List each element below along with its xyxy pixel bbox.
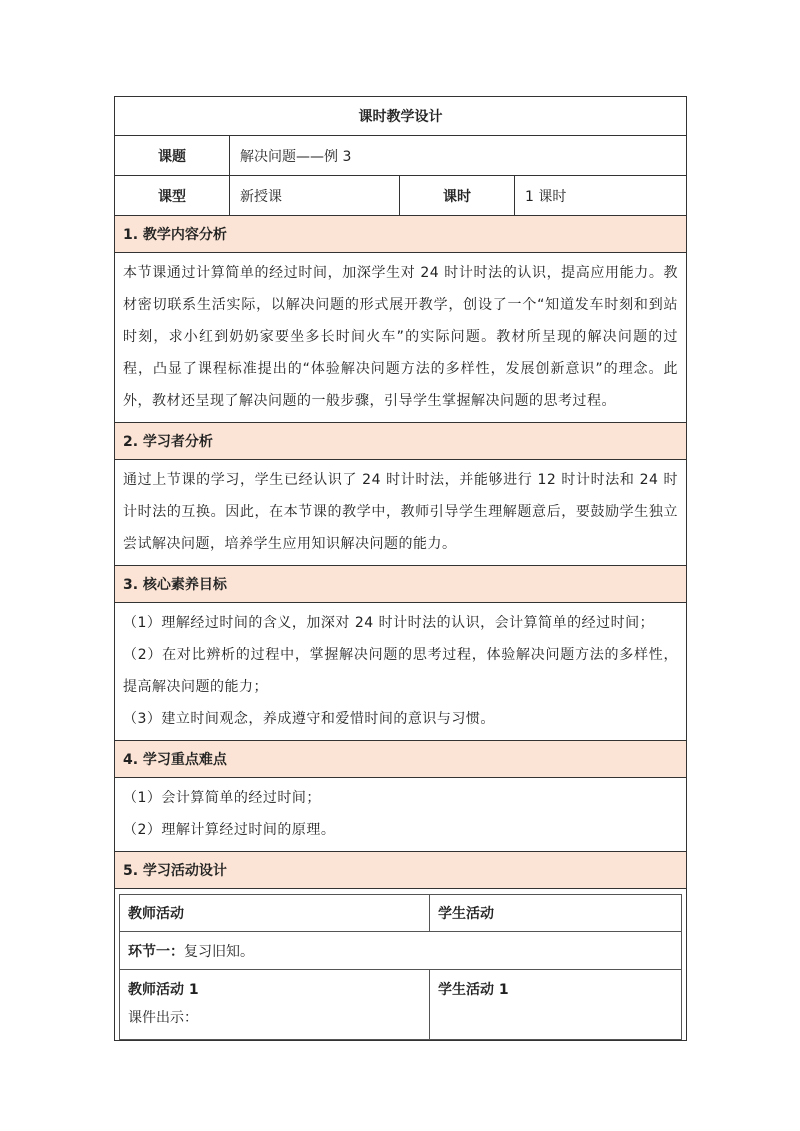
section-2-text: 通过上节课的学习，学生已经认识了 24 时计时法，并能够进行 12 时计时法和 24 时计时法的互换。因此，在本节课的教学中，教师引导学生理解题意后，要鼓励学生独立尝试解决问题，培养学生应用知识解决问题的能力。 <box>123 472 678 552</box>
student-activity-1-title: 学生活动 1 <box>438 982 509 998</box>
type-value: 新授课 <box>230 176 400 216</box>
student-activity-header: 学生活动 <box>430 895 682 932</box>
section-4-heading: 4. 学习重点难点 <box>115 741 687 778</box>
lesson-plan-table <box>114 96 687 1041</box>
activity-table <box>119 894 682 1040</box>
type-label: 课型 <box>115 176 230 216</box>
step-1-row <box>120 932 682 970</box>
activity-design-cell <box>115 889 687 1041</box>
key-point-item-1: （1）会计算简单的经过时间； <box>123 790 321 806</box>
section-4-body <box>115 778 687 852</box>
section-3-heading: 3. 核心素养目标 <box>115 566 687 603</box>
goal-item-2: （2）在对比辨析的过程中，掌握解决问题的思考过程，体验解决问题方法的多样性，提高解决问题的能力； <box>123 647 678 695</box>
key-point-item-2: （2）理解计算经过时间的原理。 <box>123 822 336 838</box>
topic-label: 课题 <box>115 136 230 176</box>
section-2-body <box>115 460 687 566</box>
section-1-heading: 1. 教学内容分析 <box>115 216 687 253</box>
section-3-body <box>115 603 687 741</box>
section-1-text: 本节课通过计算简单的经过时间，加深学生对 24 时计时法的认识，提高应用能力。教材密切联系生活实际，以解决问题的形式展开教学，创设了一个“知道发车时刻和到站时刻，求小红到奶奶家要坐多长时间火车”的实际问题。教材所呈现的解决问题的过程，凸显了课程标准提出的“体验解决问题方法的多样性，发展创新意识”的理念。此外，教材还呈现了解决问题的一般步骤，引导学生掌握解决问题的思考过程。 <box>123 265 678 409</box>
step-1-label: 环节一： <box>128 943 184 960</box>
activity-design-wrapper <box>115 889 686 1040</box>
section-1-body <box>115 253 687 423</box>
teacher-activity-1-cell <box>120 970 430 1040</box>
section-5-heading: 5. 学习活动设计 <box>115 852 687 889</box>
goal-item-1: （1）理解经过时间的含义，加深对 24 时计时法的认识，会计算简单的经过时间； <box>123 615 655 631</box>
teacher-activity-1-title: 教师活动 1 <box>128 982 199 998</box>
teacher-activity-header: 教师活动 <box>120 895 430 932</box>
step-1-text: 复习旧知。 <box>184 943 254 960</box>
teacher-activity-1-text: 课件出示： <box>128 1010 198 1026</box>
hours-label: 课时 <box>400 176 515 216</box>
student-activity-1-cell <box>430 970 682 1040</box>
topic-value: 解决问题——例 3 <box>230 136 687 176</box>
section-2-heading: 2. 学习者分析 <box>115 423 687 460</box>
document-title: 课时教学设计 <box>115 97 687 136</box>
hours-value: 1 课时 <box>515 176 687 216</box>
lesson-plan-document <box>114 96 686 1041</box>
goal-item-3: （3）建立时间观念，养成遵守和爱惜时间的意识与习惯。 <box>123 711 495 727</box>
